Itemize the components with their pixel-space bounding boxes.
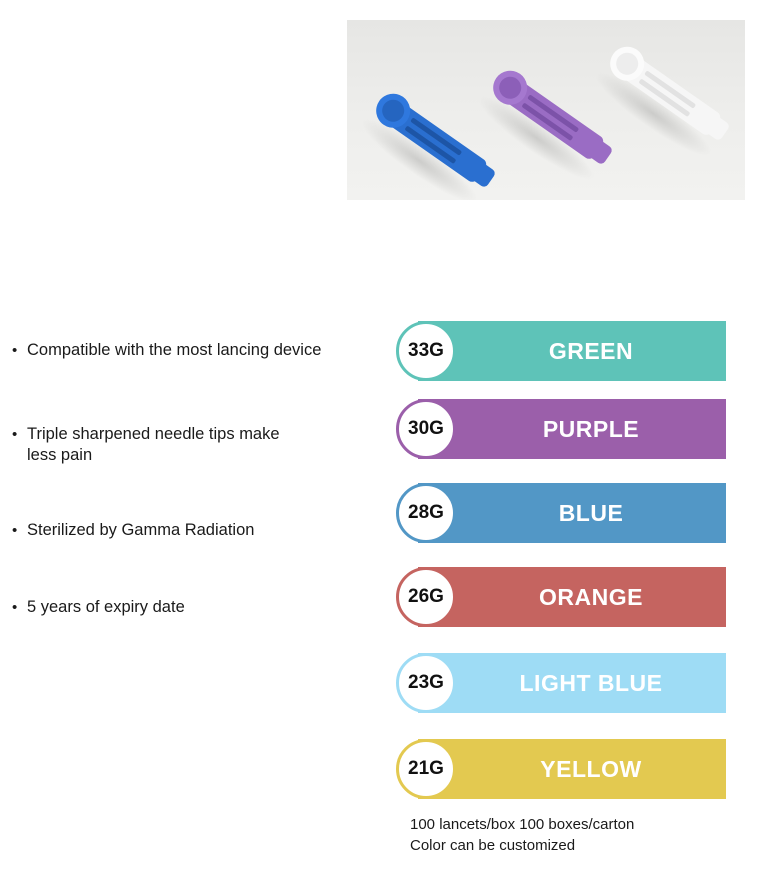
bullet: • [12, 599, 18, 616]
gauge-row-23g [396, 653, 726, 713]
feature-text: 5 years of expiry date [27, 598, 185, 616]
gauge-row-33g [396, 321, 726, 381]
gauge-color-name: YELLOW [540, 755, 642, 782]
gauge-row-26g [396, 567, 726, 627]
product-photo [347, 20, 745, 200]
feature-text: Triple sharpened needle tips make less pain [27, 425, 280, 464]
bullet: • [12, 426, 18, 443]
gauge-badge: 30G [396, 399, 456, 459]
feature-text: Sterilized by Gamma Radiation [27, 521, 255, 539]
white-lancet [588, 38, 735, 165]
packaging-quantity: 100 lancets/box 100 boxes/carton [410, 816, 635, 833]
gauge-badge: 26G [396, 567, 456, 627]
gauge-color-name: GREEN [548, 337, 634, 364]
gauge-color-name: LIGHT BLUE [519, 669, 663, 696]
gauge-badge: 21G [396, 739, 456, 799]
gauge-color-name: BLUE [558, 499, 624, 526]
gauge-badge: 33G [396, 321, 456, 381]
gauge-row-28g [396, 483, 726, 543]
packaging-info [410, 814, 634, 856]
feature-text: Compatible with the most lancing device [27, 341, 322, 359]
bullet: • [12, 342, 18, 359]
bullet: • [12, 522, 18, 539]
gauge-row-21g [396, 739, 726, 799]
gauge-color-name: ORANGE [539, 583, 643, 610]
lancets-illustration [347, 20, 745, 200]
gauge-color-name: PURPLE [542, 415, 640, 442]
gauge-badge: 23G [396, 653, 456, 713]
customization-note: Color can be customized [410, 837, 576, 854]
gauge-row-30g [396, 399, 726, 459]
gauge-badge: 28G [396, 483, 456, 543]
